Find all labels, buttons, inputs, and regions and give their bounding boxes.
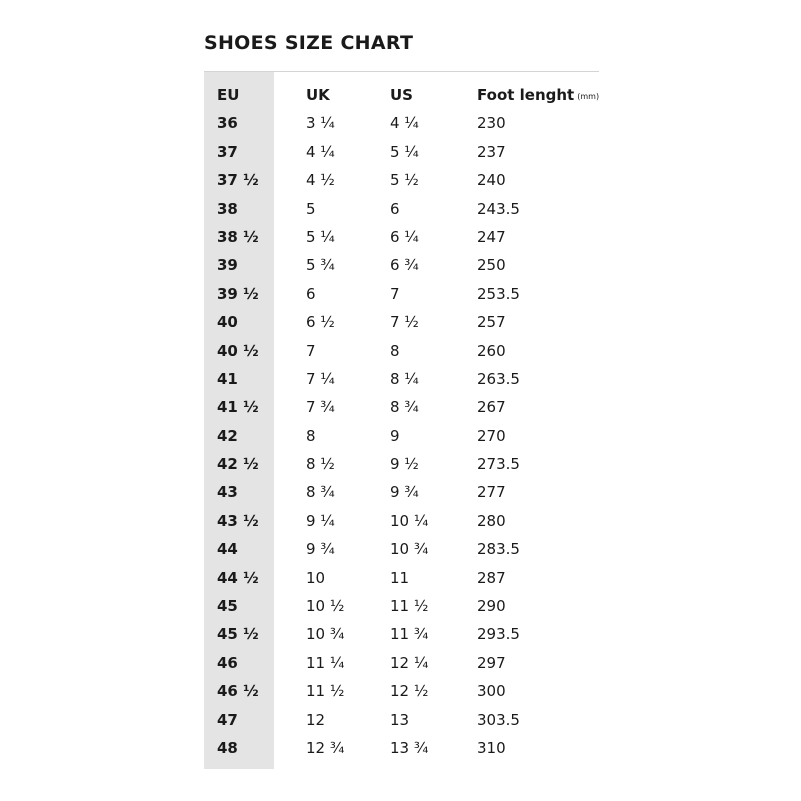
cell-us: 12 ¼ — [390, 653, 429, 672]
cell-foot-length: 270 — [477, 426, 506, 445]
cell-uk: 11 ½ — [306, 682, 345, 701]
cell-eu: 44 ½ — [217, 568, 259, 587]
cell-eu: 46 — [217, 653, 238, 672]
table-row — [204, 138, 604, 166]
cell-uk: 9 ¾ — [306, 540, 335, 559]
cell-eu: 37 — [217, 142, 238, 161]
cell-foot-length: 293.5 — [477, 625, 520, 644]
cell-us: 5 ½ — [390, 171, 419, 190]
cell-foot-length: 263.5 — [477, 369, 520, 388]
cell-foot-length: 243.5 — [477, 199, 520, 218]
table-row — [204, 422, 604, 450]
table-row — [204, 166, 604, 194]
cell-uk: 3 ¼ — [306, 114, 335, 133]
table-row — [204, 251, 604, 279]
cell-uk: 11 ¼ — [306, 653, 345, 672]
cell-foot-length: 260 — [477, 341, 506, 360]
cell-uk: 12 ¾ — [306, 738, 345, 757]
cell-us: 10 ¼ — [390, 511, 429, 530]
cell-foot-length: 300 — [477, 682, 506, 701]
cell-eu: 44 — [217, 540, 238, 559]
cell-foot-length: 290 — [477, 597, 506, 616]
cell-uk: 4 ½ — [306, 171, 335, 190]
cell-eu: 38 — [217, 199, 238, 218]
cell-eu: 37 ½ — [217, 171, 259, 190]
cell-uk: 5 ¾ — [306, 256, 335, 275]
cell-eu: 43 — [217, 483, 238, 502]
cell-foot-length: 247 — [477, 227, 506, 246]
table-row — [204, 677, 604, 705]
table-row — [204, 393, 604, 421]
cell-eu: 43 ½ — [217, 511, 259, 530]
cell-uk: 6 — [306, 284, 316, 303]
cell-eu: 42 ½ — [217, 455, 259, 474]
cell-uk: 5 ¼ — [306, 227, 335, 246]
size-table — [204, 81, 604, 762]
table-row — [204, 507, 604, 535]
cell-uk: 10 ½ — [306, 597, 345, 616]
table-row — [204, 620, 604, 648]
cell-us: 11 ¾ — [390, 625, 429, 644]
cell-foot-length: 310 — [477, 738, 506, 757]
cell-eu: 41 — [217, 369, 238, 388]
table-row — [204, 337, 604, 365]
cell-us: 8 ¼ — [390, 369, 419, 388]
table-row — [204, 592, 604, 620]
cell-us: 11 — [390, 568, 410, 587]
table-row — [204, 223, 604, 251]
cell-uk: 10 — [306, 568, 326, 587]
cell-us: 4 ¼ — [390, 114, 419, 133]
cell-foot-length: 273.5 — [477, 455, 520, 474]
cell-eu: 46 ½ — [217, 682, 259, 701]
cell-foot-length: 280 — [477, 511, 506, 530]
cell-us: 8 ¾ — [390, 398, 419, 417]
cell-uk: 8 ¾ — [306, 483, 335, 502]
cell-uk: 7 — [306, 341, 316, 360]
page-title: SHOES SIZE CHART — [204, 32, 414, 54]
cell-foot-length: 267 — [477, 398, 506, 417]
cell-foot-length: 303.5 — [477, 710, 520, 729]
cell-eu: 45 ½ — [217, 625, 259, 644]
cell-uk: 8 ½ — [306, 455, 335, 474]
cell-foot-length: 287 — [477, 568, 506, 587]
cell-eu: 45 — [217, 597, 238, 616]
header-foot-unit: (mm) — [577, 92, 600, 101]
cell-eu: 38 ½ — [217, 227, 259, 246]
cell-us: 13 — [390, 710, 410, 729]
cell-uk: 8 — [306, 426, 316, 445]
cell-us: 8 — [390, 341, 400, 360]
cell-uk: 12 — [306, 710, 326, 729]
table-header-row — [204, 81, 604, 109]
cell-us: 9 — [390, 426, 400, 445]
cell-eu: 40 — [217, 313, 238, 332]
cell-foot-length: 237 — [477, 142, 506, 161]
table-row — [204, 706, 604, 734]
cell-foot-length: 240 — [477, 171, 506, 190]
cell-uk: 9 ¼ — [306, 511, 335, 530]
table-row — [204, 365, 604, 393]
cell-uk: 10 ¾ — [306, 625, 345, 644]
table-row — [204, 535, 604, 563]
cell-eu: 48 — [217, 738, 238, 757]
header-foot-length — [477, 81, 599, 111]
cell-eu: 47 — [217, 710, 238, 729]
cell-foot-length: 297 — [477, 653, 506, 672]
cell-eu: 42 — [217, 426, 238, 445]
table-row — [204, 109, 604, 137]
header-eu: EU — [217, 86, 240, 104]
cell-uk: 6 ½ — [306, 313, 335, 332]
header-uk: UK — [306, 86, 330, 104]
cell-foot-length: 257 — [477, 313, 506, 332]
cell-us: 10 ¾ — [390, 540, 429, 559]
table-row — [204, 649, 604, 677]
cell-us: 13 ¾ — [390, 738, 429, 757]
cell-us: 12 ½ — [390, 682, 429, 701]
cell-eu: 41 ½ — [217, 398, 259, 417]
cell-us: 6 ¾ — [390, 256, 419, 275]
table-row — [204, 308, 604, 336]
cell-eu: 39 ½ — [217, 284, 259, 303]
header-foot-label: Foot lenght — [477, 86, 575, 104]
cell-foot-length: 277 — [477, 483, 506, 502]
table-row — [204, 280, 604, 308]
table-row — [204, 478, 604, 506]
cell-foot-length: 283.5 — [477, 540, 520, 559]
cell-uk: 5 — [306, 199, 316, 218]
table-row — [204, 195, 604, 223]
cell-us: 7 ½ — [390, 313, 419, 332]
cell-uk: 7 ¾ — [306, 398, 335, 417]
cell-eu: 40 ½ — [217, 341, 259, 360]
cell-us: 6 — [390, 199, 400, 218]
cell-foot-length: 230 — [477, 114, 506, 133]
header-us: US — [390, 86, 413, 104]
cell-eu: 39 — [217, 256, 238, 275]
cell-us: 7 — [390, 284, 400, 303]
cell-foot-length: 253.5 — [477, 284, 520, 303]
table-body — [204, 109, 604, 762]
cell-us: 5 ¼ — [390, 142, 419, 161]
cell-eu: 36 — [217, 114, 238, 133]
cell-us: 9 ½ — [390, 455, 419, 474]
table-row — [204, 450, 604, 478]
cell-us: 11 ½ — [390, 597, 429, 616]
cell-uk: 4 ¼ — [306, 142, 335, 161]
cell-us: 9 ¾ — [390, 483, 419, 502]
cell-uk: 7 ¼ — [306, 369, 335, 388]
cell-foot-length: 250 — [477, 256, 506, 275]
table-row — [204, 734, 604, 762]
cell-us: 6 ¼ — [390, 227, 419, 246]
table-row — [204, 564, 604, 592]
